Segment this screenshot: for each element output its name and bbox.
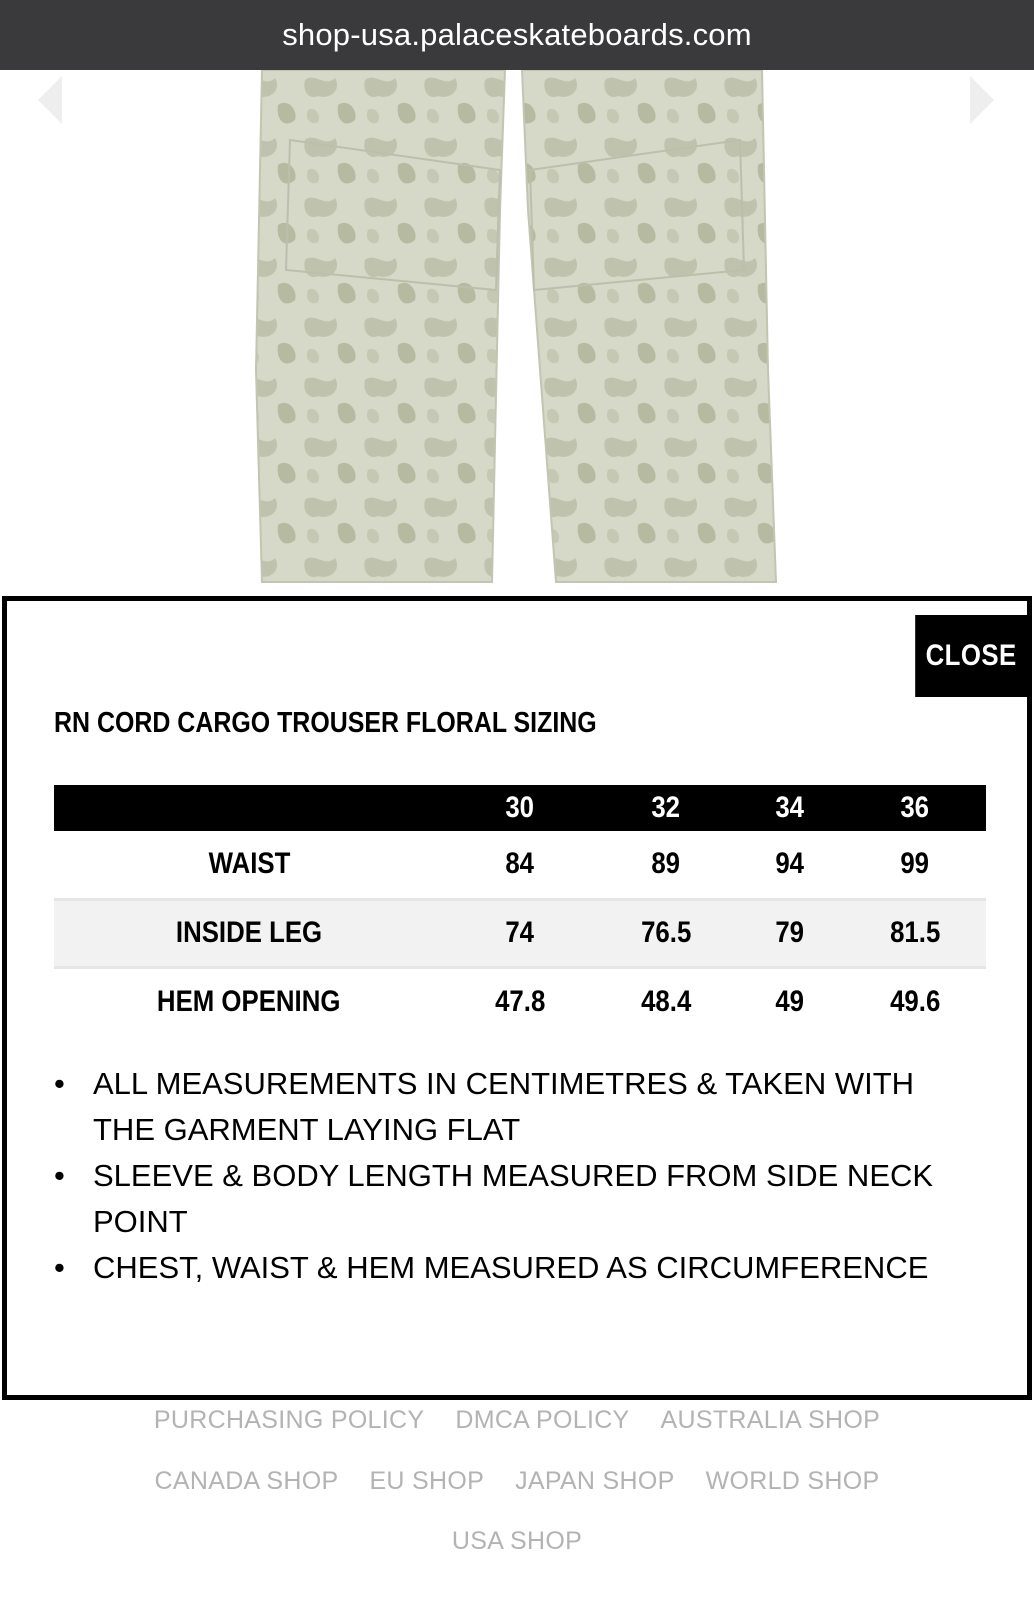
footer-link-japan-shop[interactable]: JAPAN SHOP [515, 1467, 675, 1495]
footer-row [0, 1467, 1034, 1496]
url-text: shop-usa.palaceskateboards.com [282, 17, 752, 52]
table-cell: 74 [505, 916, 535, 949]
table-cell: 47.8 [494, 984, 546, 1018]
footer-link-eu-shop[interactable]: EU SHOP [369, 1467, 485, 1495]
row-label: HEM OPENING [157, 984, 341, 1018]
list-item [54, 1153, 984, 1245]
footer-row [0, 1406, 1034, 1435]
table-cell: 49.6 [889, 984, 941, 1018]
table-cell: 49 [775, 984, 805, 1018]
sizing-modal [2, 596, 1032, 1400]
header-cell-empty [54, 785, 444, 831]
table-cell: 48.4 [640, 984, 692, 1018]
footer-link-usa-shop[interactable]: USA SHOP [451, 1527, 583, 1555]
chevron-right-icon[interactable] [962, 70, 1002, 130]
list-item [54, 1245, 984, 1291]
url-bar[interactable] [0, 0, 1034, 70]
bullet-icon: • [54, 1158, 65, 1193]
header-cell-size: 32 [651, 791, 681, 824]
table-cell: 99 [900, 847, 930, 881]
table-row-inside-leg [54, 899, 986, 967]
footer-link-canada-shop[interactable]: CANADA SHOP [154, 1467, 339, 1495]
footer-link-australia-shop[interactable]: AUSTRALIA SHOP [660, 1406, 881, 1434]
table-row-waist [54, 831, 986, 899]
sizing-notes [54, 1061, 984, 1291]
note-text: SLEEVE & BODY LENGTH MEASURED FROM SIDE NECK POINT [93, 1158, 934, 1239]
modal-title: RN CORD CARGO TROUSER FLORAL SIZING [54, 707, 597, 739]
table-cell: 89 [651, 847, 681, 881]
bullet-icon: • [54, 1066, 65, 1101]
note-text: ALL MEASUREMENTS IN CENTIMETRES & TAKEN WITH THE GARMENT LAYING FLAT [93, 1066, 915, 1147]
close-button[interactable]: CLOSE [915, 615, 1027, 697]
footer-links [0, 1400, 1034, 1600]
table-cell: 84 [505, 847, 535, 881]
header-cell-size: 34 [775, 791, 805, 824]
footer-link-world-shop[interactable]: WORLD SHOP [705, 1467, 880, 1495]
bullet-icon: • [54, 1250, 65, 1285]
row-label: WAIST [208, 847, 290, 881]
row-label: INSIDE LEG [175, 916, 323, 949]
table-cell: 94 [775, 847, 805, 881]
table-row-hem-opening [54, 967, 986, 1035]
table-cell: 81.5 [889, 916, 941, 949]
chevron-left-icon[interactable] [30, 70, 70, 130]
footer-link-dmca-policy[interactable]: DMCA POLICY [455, 1406, 630, 1434]
table-cell: 76.5 [640, 916, 692, 949]
header-cell-size: 36 [900, 791, 930, 824]
product-gallery [0, 70, 1034, 598]
footer-link-purchasing-policy[interactable]: PURCHASING POLICY [153, 1406, 425, 1434]
header-cell-size: 30 [505, 791, 535, 824]
table-header-row [54, 785, 986, 831]
table-cell: 79 [775, 916, 805, 949]
footer-row [0, 1527, 1034, 1556]
size-table [54, 785, 986, 1035]
note-text: CHEST, WAIST & HEM MEASURED AS CIRCUMFERENCE [93, 1250, 929, 1285]
product-image-trousers [0, 70, 1034, 598]
list-item [54, 1061, 984, 1153]
